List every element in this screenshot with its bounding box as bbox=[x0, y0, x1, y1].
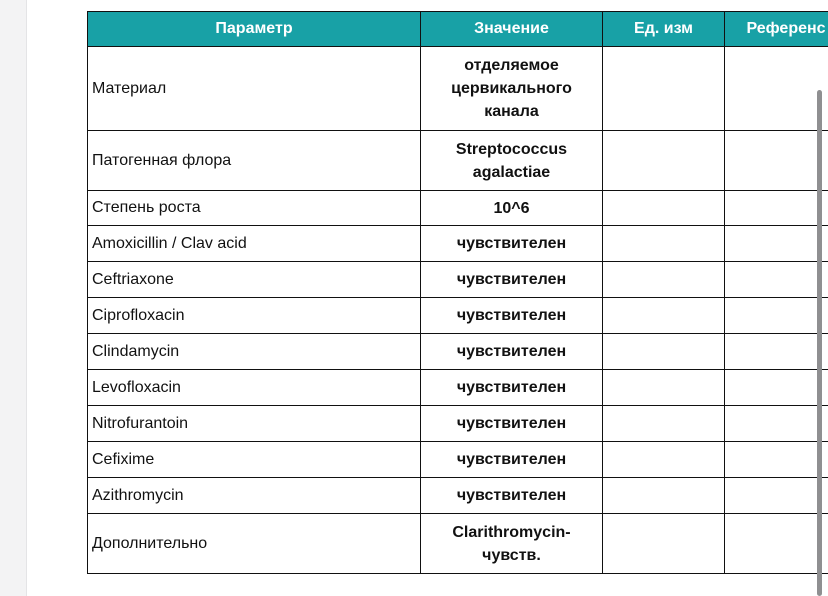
reference-cell bbox=[725, 226, 828, 262]
reference-cell bbox=[725, 406, 828, 442]
table-row bbox=[88, 226, 828, 262]
reference-cell bbox=[725, 47, 828, 131]
reference-cell bbox=[725, 514, 828, 574]
left-gutter bbox=[0, 0, 27, 596]
table-row bbox=[88, 47, 828, 131]
table-row bbox=[88, 442, 828, 478]
param-cell: Amoxicillin / Clav acid bbox=[88, 226, 421, 262]
value-cell: Streptococcus agalactiae bbox=[421, 131, 603, 191]
value-cell: чувствителен bbox=[421, 334, 603, 370]
unit-cell bbox=[603, 262, 725, 298]
header-reference: Референс bbox=[725, 12, 828, 47]
value-cell: 10^6 bbox=[421, 191, 603, 226]
param-cell: Ciprofloxacin bbox=[88, 298, 421, 334]
param-cell: Патогенная флора bbox=[88, 131, 421, 191]
table-row bbox=[88, 298, 828, 334]
unit-cell bbox=[603, 478, 725, 514]
value-cell: чувствителен bbox=[421, 442, 603, 478]
unit-cell bbox=[603, 406, 725, 442]
unit-cell bbox=[603, 334, 725, 370]
unit-cell bbox=[603, 47, 725, 131]
reference-cell bbox=[725, 131, 828, 191]
table-row bbox=[88, 334, 828, 370]
reference-cell bbox=[725, 334, 828, 370]
param-cell: Levofloxacin bbox=[88, 370, 421, 406]
table-row bbox=[88, 131, 828, 191]
unit-cell bbox=[603, 131, 725, 191]
unit-cell bbox=[603, 514, 725, 574]
reference-cell bbox=[725, 478, 828, 514]
table-row bbox=[88, 191, 828, 226]
header-parameter: Параметр bbox=[88, 12, 421, 47]
param-cell: Дополнительно bbox=[88, 514, 421, 574]
table-row bbox=[88, 406, 828, 442]
table-row bbox=[88, 370, 828, 406]
unit-cell bbox=[603, 191, 725, 226]
value-cell: отделяемое цервикального канала bbox=[421, 47, 603, 131]
value-cell: Clarithromycin-чувств. bbox=[421, 514, 603, 574]
value-cell: чувствителен bbox=[421, 298, 603, 334]
table-header-row bbox=[88, 12, 828, 47]
document-page[interactable] bbox=[27, 0, 828, 596]
param-cell: Ceftriaxone bbox=[88, 262, 421, 298]
reference-cell bbox=[725, 442, 828, 478]
reference-cell bbox=[725, 191, 828, 226]
param-cell: Nitrofurantoin bbox=[88, 406, 421, 442]
param-cell: Материал bbox=[88, 47, 421, 131]
value-cell: чувствителен bbox=[421, 478, 603, 514]
results-table bbox=[87, 11, 828, 574]
param-cell: Clindamycin bbox=[88, 334, 421, 370]
value-cell: чувствителен bbox=[421, 262, 603, 298]
unit-cell bbox=[603, 442, 725, 478]
table-row bbox=[88, 478, 828, 514]
value-cell: чувствителен bbox=[421, 406, 603, 442]
param-cell: Azithromycin bbox=[88, 478, 421, 514]
value-cell: чувствителен bbox=[421, 226, 603, 262]
table-row bbox=[88, 262, 828, 298]
table-row bbox=[88, 514, 828, 574]
vertical-scrollbar[interactable] bbox=[817, 90, 822, 596]
param-cell: Cefixime bbox=[88, 442, 421, 478]
reference-cell bbox=[725, 298, 828, 334]
reference-cell bbox=[725, 262, 828, 298]
unit-cell bbox=[603, 298, 725, 334]
value-cell: чувствителен bbox=[421, 370, 603, 406]
param-cell: Степень роста bbox=[88, 191, 421, 226]
reference-cell bbox=[725, 370, 828, 406]
unit-cell bbox=[603, 370, 725, 406]
unit-cell bbox=[603, 226, 725, 262]
header-unit: Ед. изм bbox=[603, 12, 725, 47]
header-value: Значение bbox=[421, 12, 603, 47]
